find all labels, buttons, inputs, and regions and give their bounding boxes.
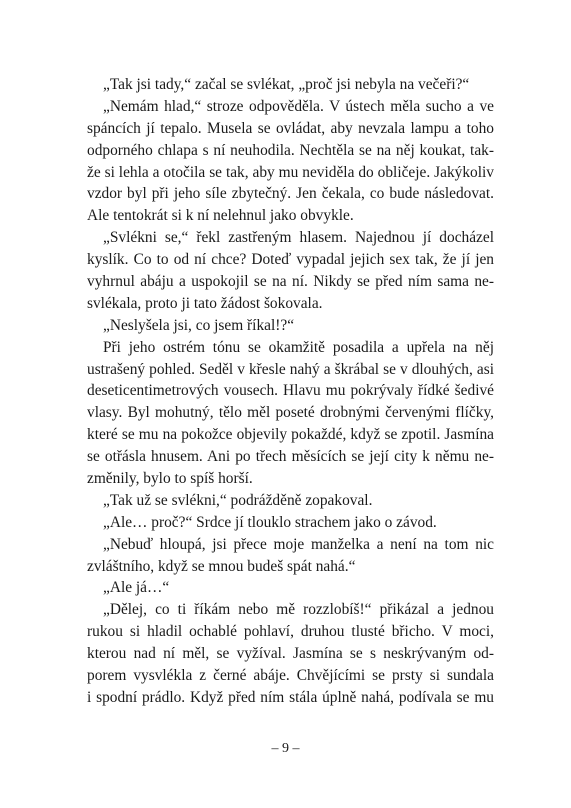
text-line: i spodní prádlo. Když před ním stála úplně nahá, podívala se mu — [87, 688, 494, 706]
text-line: že si lehla a otočila se tak, aby mu neviděla do obličeje. Jakýkoliv — [87, 163, 494, 181]
text-line: změnily, bylo to spíš horší. — [87, 470, 253, 488]
text-line: „Ale já…“ — [103, 579, 170, 597]
text-line: deseticentimetrových vousech. Hlavu mu pokrývaly řídké šedivé — [87, 382, 494, 400]
text-line: Při jeho ostrém tónu se okamžitě posadila a upřela na něj — [103, 338, 494, 356]
text-line: svlékala, proto ji tato žádost šokovala. — [87, 294, 323, 312]
text-line: vyhrnul abáju a uspokojil se na ní. Nikdy se před ním sama ne- — [87, 273, 494, 291]
text-line: se otřásla hnusem. Ani po třech měsících se její city k němu ne- — [87, 448, 494, 466]
text-line: odporného chlapa s ní neuhodila. Nechtěla se na něj koukat, tak- — [87, 141, 494, 159]
text-line: porem vysvlékla z černé abáje. Chvějícími se prsty si sundala — [87, 667, 494, 685]
page-number: – 9 – — [271, 741, 300, 756]
text-line: ustrašený pohled. Seděl v křesle nahý a škrábal se v dlouhých, asi — [87, 360, 494, 378]
text-line: které se mu na pokožce objevily pokaždé, když se zpotil. Jasmína — [87, 426, 494, 444]
text-line: „Neslyšela jsi, co jsem říkal!?“ — [103, 316, 295, 334]
text-line: „Nebuď hloupá, jsi přece moje manželka a není na tom nic — [103, 535, 494, 553]
text-line: „Ale… proč?“ Srdce jí tlouklo strachem jako o závod. — [103, 513, 437, 531]
text-line: rukou si hladil ochablé pohlaví, druhou tlusté břicho. V moci, — [87, 623, 494, 641]
text-line: spáncích jí tepalo. Musela se ovládat, aby nevzala lampu a toho — [87, 119, 494, 137]
text-line: „Dělej, co ti říkám nebo mě rozzlobíš!“ přikázal a jednou — [103, 601, 494, 619]
body-text — [87, 74, 494, 709]
text-line: zvláštního, když se mnou budeš spát nahá.“ — [87, 557, 356, 575]
text-line: vzdor byl při jeho síle zbytečný. Jen čekala, co bude následovat. — [87, 185, 494, 203]
text-line: „Nemám hlad,“ stroze odpověděla. V ústech měla sucho a ve — [103, 97, 494, 115]
text-line: kterou nad ní měl, se vyžíval. Jasmína se s neskrývaným od- — [87, 645, 494, 663]
text-line: „Tak už se svlékni,“ podrážděně zopakoval. — [103, 491, 373, 509]
text-line: „Tak jsi tady,“ začal se svlékat, „proč jsi nebyla na večeři?“ — [103, 76, 470, 93]
text-line: „Svlékni se,“ řekl zastřeným hlasem. Najednou jí docházel — [103, 229, 494, 247]
text-line: Ale tentokrát si k ní nelehnul jako obvykle. — [87, 207, 354, 225]
text-line: kyslík. Co to od ní chce? Doteď vypadal jejich sex tak, že jí jen — [87, 251, 494, 269]
text-line: vlasy. Byl mohutný, tělo měl poseté drobnými červenými flíčky, — [87, 404, 494, 422]
